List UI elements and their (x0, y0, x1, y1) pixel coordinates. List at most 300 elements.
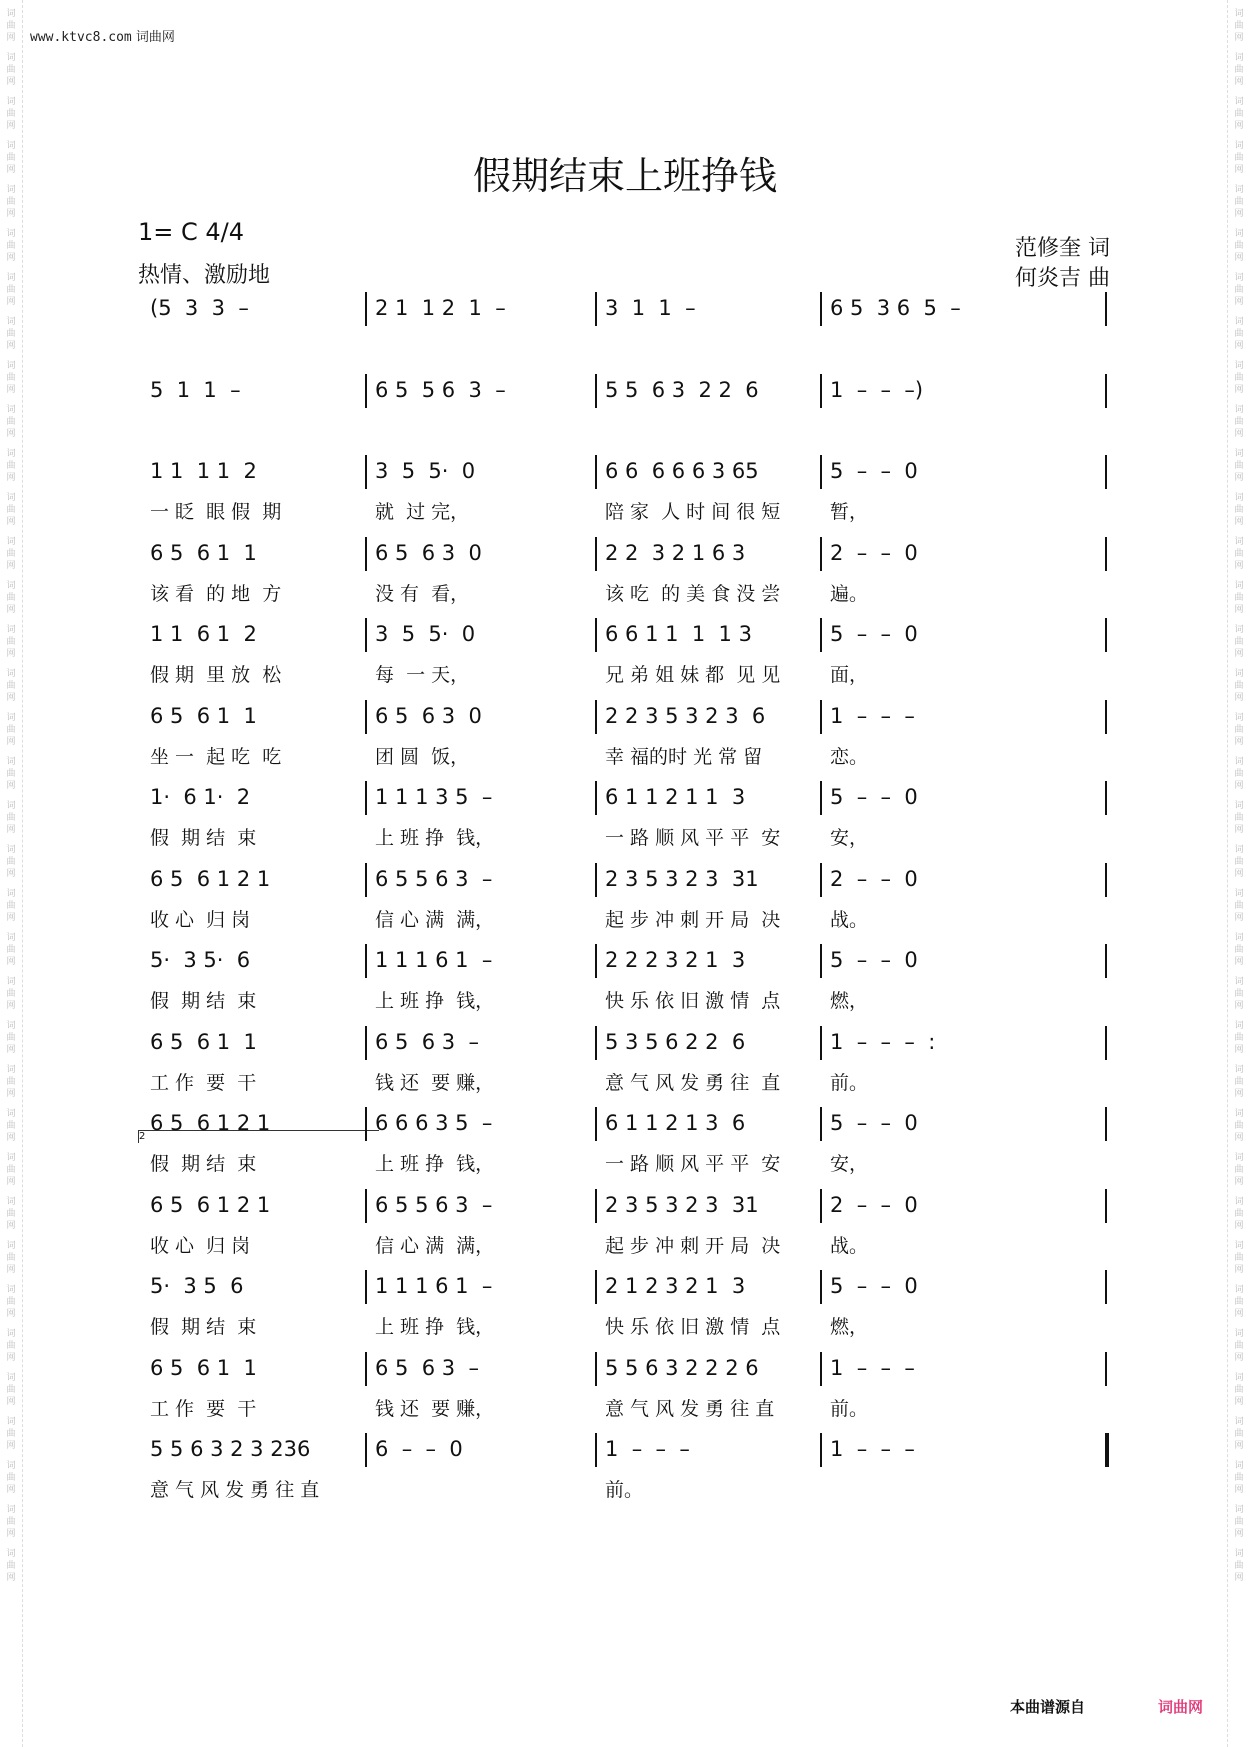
measure-lyrics: 假 期 结 束 (150, 827, 257, 849)
note-row (150, 372, 1110, 412)
lyric-row (150, 660, 1110, 690)
measure-notes: 5 1 1 – (150, 377, 241, 402)
measure-lyrics: 面， (830, 664, 869, 686)
measure-notes: 2 1 2 3 2 1 3 (605, 1274, 746, 1298)
watermark-text: 词 曲 网 (1234, 625, 1244, 659)
note-row (150, 453, 1110, 493)
bar-line (595, 618, 597, 652)
measure-lyrics: 假 期 结 束 (150, 990, 257, 1012)
bar-line (595, 1270, 597, 1304)
note-row (150, 1350, 1110, 1390)
score-system (150, 1024, 1110, 1104)
bar-line (820, 781, 822, 815)
watermark-text: 词 曲 网 (6, 1417, 16, 1451)
bar-line (1105, 618, 1107, 652)
measure-notes: 5 – – 0 (830, 948, 918, 972)
bar-line (1105, 1107, 1107, 1141)
lyric-row (150, 1312, 1110, 1342)
measure-lyrics: 假 期 结 束 (150, 1153, 257, 1175)
volta-label: 2 (139, 1131, 146, 1142)
bar-line (820, 618, 822, 652)
measure-notes: 3 5 5· 0 (375, 622, 476, 646)
note-row (150, 779, 1110, 819)
measure-lyrics: 一 路 顺 风 平 平 安 (605, 827, 781, 849)
watermark-text: 词 曲 网 (1234, 53, 1244, 87)
measure-notes: 6 1 1 2 1 1 3 (605, 785, 746, 809)
score-system (150, 942, 1110, 1022)
site-name[interactable]: 词曲网 (135, 30, 175, 45)
left-watermark-strip (0, 0, 23, 1747)
measure-notes: 1 – – –) (830, 377, 924, 402)
measure-lyrics: 假 期 结 束 (150, 1316, 257, 1338)
watermark-text: 词 曲 网 (6, 405, 16, 439)
footer-source-name[interactable]: 词曲网 (1158, 1698, 1204, 1716)
lyricist: 范修奎 词 (1015, 236, 1110, 261)
watermark-text: 词 曲 网 (6, 1065, 16, 1099)
lyric-row (150, 579, 1110, 609)
watermark-text: 词 曲 网 (1234, 669, 1244, 703)
bar-line (820, 944, 822, 978)
score-system (150, 453, 1110, 533)
measure-notes: 5 5 6 3 2 2 6 (605, 377, 759, 402)
lyric-row (150, 742, 1110, 772)
watermark-text: 词 曲 网 (1234, 977, 1244, 1011)
measure-notes: 1 1 1 3 5 – (375, 785, 493, 809)
watermark-text: 词 曲 网 (6, 317, 16, 351)
measure-notes: 6 5 6 1 1 (150, 540, 257, 565)
measure-lyrics: 信 心 满 满， (375, 908, 495, 931)
bar-line (365, 863, 367, 897)
lyric-row (150, 905, 1110, 935)
measure-lyrics: 坐 一 起 吃 吃 (150, 745, 282, 768)
bar-line (365, 700, 367, 734)
watermark-text: 词 曲 网 (1234, 229, 1244, 263)
tempo-marking: 热情、激励地 (138, 263, 271, 288)
measure-notes: 6 1 1 2 1 3 6 (605, 1111, 746, 1135)
score-system (150, 1431, 1110, 1511)
measure-lyrics: 钱 还 要 赚， (375, 1397, 495, 1420)
measure-notes: 5 5 6 3 2 3 236 (150, 1437, 311, 1461)
watermark-text: 词 曲 网 (6, 801, 16, 835)
site-header (30, 26, 175, 45)
watermark-text: 词 曲 网 (6, 141, 16, 175)
measure-notes: 1 1 6 1 2 (150, 622, 257, 646)
bar-line (820, 700, 822, 734)
bar-line (1105, 374, 1107, 408)
watermark-text: 词 曲 网 (6, 889, 16, 923)
measure-notes: 6 5 6 1 2 1 (150, 1192, 271, 1217)
bar-line (595, 781, 597, 815)
bar-line (365, 374, 367, 408)
measure-notes: 2 2 2 3 2 1 3 (605, 948, 746, 972)
measure-lyrics: 信 心 满 满， (375, 1234, 495, 1257)
bar-line (595, 537, 597, 571)
watermark-text: 词 曲 网 (1234, 845, 1244, 879)
measure-notes: 6 – – 0 (375, 1437, 463, 1461)
watermark-text: 词 曲 网 (1234, 1373, 1244, 1407)
measure-notes: 5 – – 0 (830, 1111, 918, 1135)
note-row (150, 942, 1110, 982)
measure-notes: (5 3 3 – (150, 296, 249, 320)
measure-notes: 2 3 5 3 2 3 31 (605, 866, 759, 891)
score-system (150, 372, 1110, 452)
watermark-text: 词 曲 网 (6, 53, 16, 87)
bar-line (365, 1433, 367, 1467)
measure-notes: 1 1 1 1 2 (150, 459, 257, 483)
lyric-row (150, 1475, 1110, 1505)
watermark-text: 词 曲 网 (1234, 493, 1244, 527)
watermark-text: 词 曲 网 (1234, 1285, 1244, 1319)
measure-lyrics: 快 乐 依 旧 激 情 点 (605, 990, 781, 1012)
watermark-text: 词 曲 网 (6, 845, 16, 879)
score-system (150, 1350, 1110, 1430)
measure-notes: 5 – – 0 (830, 1274, 918, 1298)
watermark-text: 词 曲 网 (6, 581, 16, 615)
bar-line (595, 1433, 597, 1467)
watermark-text: 词 曲 网 (6, 1021, 16, 1055)
measure-notes: 2 – – 0 (830, 540, 918, 565)
measure-lyrics: 恋。 (830, 745, 869, 768)
measure-lyrics: 兄 弟 姐 妹 都 见 见 (605, 664, 781, 686)
bar-line (365, 1352, 367, 1386)
measure-lyrics: 钱 还 要 赚， (375, 1071, 495, 1094)
watermark-text: 词 曲 网 (6, 1153, 16, 1187)
watermark-text: 词 曲 网 (1234, 1417, 1244, 1451)
bar-line (820, 1352, 822, 1386)
watermark-text: 词 曲 网 (6, 229, 16, 263)
right-watermark-strip (1227, 0, 1250, 1747)
bar-line (595, 1352, 597, 1386)
note-row (150, 616, 1110, 656)
measure-lyrics: 起 步 冲 刺 开 局 决 (605, 908, 781, 931)
watermark-text: 词 曲 网 (1234, 1109, 1244, 1143)
watermark-text: 词 曲 网 (1234, 1329, 1244, 1363)
measure-notes: 3 1 1 – (605, 296, 696, 320)
bar-line (820, 1433, 822, 1467)
watermark-text: 词 曲 网 (6, 1329, 16, 1363)
measure-lyrics: 收 心 归 岗 (150, 1234, 251, 1257)
watermark-text: 词 曲 网 (1234, 1021, 1244, 1055)
measure-notes: 2 1 1 2 1 – (375, 296, 506, 320)
measure-lyrics: 起 步 冲 刺 开 局 决 (605, 1234, 781, 1257)
bar-line (1105, 944, 1107, 978)
watermark-text: 词 曲 网 (6, 713, 16, 747)
measure-notes: 5 – – 0 (830, 622, 918, 646)
measure-notes: 2 2 3 2 1 6 3 (605, 540, 746, 565)
watermark-text: 词 曲 网 (1234, 9, 1244, 43)
note-row (150, 1024, 1110, 1064)
measure-notes: 2 2 3 5 3 2 3 6 (605, 703, 766, 728)
score-system (150, 1268, 1110, 1348)
measure-lyrics: 意 气 风 发 勇 往 直 (605, 1071, 781, 1094)
note-row (150, 1105, 1110, 1145)
watermark-text: 词 曲 网 (6, 1461, 16, 1495)
song-title: 假期结束上班挣钱 (472, 154, 777, 198)
measure-notes: 5· 3 5 6 (150, 1274, 244, 1298)
watermark-text: 词 曲 网 (6, 185, 16, 219)
bar-line (365, 1270, 367, 1304)
lyric-row (150, 416, 1110, 446)
watermark-text: 词 曲 网 (1234, 449, 1244, 483)
measure-lyrics: 没 有 看， (375, 582, 470, 605)
bar-line (595, 455, 597, 489)
bar-line (1105, 537, 1107, 571)
measure-notes: 6 5 6 1 2 1 (150, 1111, 271, 1135)
measure-notes: 5 5 6 3 2 2 2 6 (605, 1355, 759, 1380)
measure-lyrics: 安， (830, 1153, 869, 1175)
note-row (150, 1431, 1110, 1471)
bar-line (365, 781, 367, 815)
measure-notes: 1· 6 1· 2 (150, 785, 251, 809)
measure-lyrics: 燃， (830, 1316, 869, 1338)
watermark-text: 词 曲 网 (1234, 361, 1244, 395)
bar-line (595, 1189, 597, 1223)
watermark-text: 词 曲 网 (6, 273, 16, 307)
watermark-text: 词 曲 网 (1234, 141, 1244, 175)
watermark-text: 词 曲 网 (1234, 1153, 1244, 1187)
measure-lyrics: 假 期 里 放 松 (150, 664, 282, 686)
watermark-text: 词 曲 网 (6, 1505, 16, 1539)
measure-lyrics: 工 作 要 干 (150, 1071, 257, 1094)
bar-line (820, 863, 822, 897)
measure-lyrics: 安， (830, 827, 869, 849)
bar-line (820, 455, 822, 489)
measure-notes: 6 6 1 1 1 1 3 (605, 622, 752, 646)
watermark-text: 词 曲 网 (1234, 405, 1244, 439)
measure-notes: 2 – – 0 (830, 866, 918, 891)
bar-line (365, 537, 367, 571)
bar-line (365, 1026, 367, 1060)
watermark-text: 词 曲 网 (1234, 317, 1244, 351)
watermark-text: 词 曲 网 (6, 537, 16, 571)
watermark-text: 词 曲 网 (1234, 1505, 1244, 1539)
note-row (150, 1268, 1110, 1308)
measure-notes: 6 6 6 3 5 – (375, 1111, 493, 1135)
measure-lyrics: 战。 (830, 1234, 869, 1257)
measure-lyrics: 该 吃 的 美 食 没 尝 (605, 582, 781, 605)
watermark-text: 词 曲 网 (1234, 1241, 1244, 1275)
measure-notes: 6 5 6 3 0 (375, 540, 482, 565)
measure-lyrics: 前。 (605, 1479, 644, 1501)
measure-notes: 6 5 5 6 3 – (375, 866, 493, 891)
measure-notes: 6 5 6 3 – (375, 1355, 479, 1380)
bar-line (820, 1026, 822, 1060)
measure-notes: 5 3 5 6 2 2 6 (605, 1029, 746, 1054)
measure-lyrics: 意 气 风 发 勇 往 直 (605, 1397, 775, 1420)
watermark-text: 词 曲 网 (1234, 1549, 1244, 1583)
measure-lyrics: 战。 (830, 908, 869, 931)
watermark-text: 词 曲 网 (6, 449, 16, 483)
watermark-text: 词 曲 网 (6, 361, 16, 395)
lyric-row (150, 1068, 1110, 1098)
lyric-row (150, 497, 1110, 527)
lyric-row (150, 1394, 1110, 1424)
note-row (150, 861, 1110, 901)
measure-lyrics: 前。 (830, 1397, 869, 1420)
note-row (150, 1187, 1110, 1227)
lyric-row (150, 334, 1110, 364)
measure-notes: 6 5 6 1 1 (150, 1355, 257, 1380)
watermark-text: 词 曲 网 (1234, 1065, 1244, 1099)
lyric-row (150, 1231, 1110, 1261)
bar-line (1105, 700, 1107, 734)
measure-lyrics: 该 看 的 地 方 (150, 582, 282, 605)
watermark-text: 词 曲 网 (1234, 97, 1244, 131)
measure-lyrics: 陪 家 人 时 间 很 短 (605, 501, 781, 523)
site-url[interactable]: www.ktvc8.com (30, 30, 132, 45)
measure-notes: 1 – – – (830, 1437, 915, 1461)
measure-notes: 6 5 6 3 – (375, 1029, 479, 1054)
bar-line (365, 944, 367, 978)
bar-line (1105, 1026, 1107, 1060)
measure-lyrics: 快 乐 依 旧 激 情 点 (605, 1316, 781, 1338)
measure-lyrics: 每 一 天， (375, 664, 470, 686)
measure-lyrics: 上 班 挣 钱， (375, 990, 495, 1012)
bar-line (365, 1189, 367, 1223)
watermark-text: 词 曲 网 (1234, 537, 1244, 571)
score-system (150, 779, 1110, 859)
bar-line (1105, 292, 1107, 326)
bar-line (365, 618, 367, 652)
watermark-text: 词 曲 网 (6, 1241, 16, 1275)
measure-notes: 6 5 6 1 1 (150, 703, 257, 728)
measure-lyrics: 团 圆 饭， (375, 745, 470, 768)
score-system (150, 1187, 1110, 1267)
watermark-text: 词 曲 网 (1234, 273, 1244, 307)
measure-notes: 2 3 5 3 2 3 31 (605, 1192, 759, 1217)
measure-lyrics: 上 班 挣 钱， (375, 827, 495, 849)
watermark-text: 词 曲 网 (6, 1197, 16, 1231)
watermark-text: 词 曲 网 (1234, 1197, 1244, 1231)
measure-lyrics: 前。 (830, 1071, 869, 1094)
measure-notes: 6 5 3 6 5 – (830, 296, 961, 320)
watermark-text: 词 曲 网 (6, 1549, 16, 1583)
bar-line (595, 292, 597, 326)
score-system (150, 535, 1110, 615)
bar-line (595, 863, 597, 897)
watermark-text: 词 曲 网 (1234, 185, 1244, 219)
bar-line (365, 1107, 367, 1141)
measure-lyrics: 一 眨 眼 假 期 (150, 501, 282, 523)
watermark-text: 词 曲 网 (6, 1285, 16, 1319)
bar-line (1105, 863, 1107, 897)
bar-line (595, 374, 597, 408)
lyric-row (150, 986, 1110, 1016)
watermark-text: 词 曲 网 (6, 1373, 16, 1407)
watermark-text: 词 曲 网 (6, 97, 16, 131)
measure-notes: 5 – – 0 (830, 785, 918, 809)
bar-line (820, 292, 822, 326)
watermark-text: 词 曲 网 (1234, 801, 1244, 835)
watermark-text: 词 曲 网 (1234, 581, 1244, 615)
measure-lyrics: 上 班 挣 钱， (375, 1316, 495, 1338)
measure-notes: 5· 3 5· 6 (150, 948, 251, 972)
watermark-text: 词 曲 网 (1234, 757, 1244, 791)
measure-notes: 1 – – – (605, 1437, 690, 1461)
measure-lyrics: 暂， (830, 501, 869, 523)
measure-lyrics: 遍。 (830, 582, 869, 605)
watermark-text: 词 曲 网 (6, 625, 16, 659)
score-system (150, 698, 1110, 778)
score-system (150, 1105, 1110, 1185)
measure-lyrics: 上 班 挣 钱， (375, 1153, 495, 1175)
bar-line (820, 1189, 822, 1223)
measure-notes: 2 – – 0 (830, 1192, 918, 1217)
bar-line (820, 1107, 822, 1141)
watermark-text: 词 曲 网 (1234, 933, 1244, 967)
measure-notes: 3 5 5· 0 (375, 459, 476, 483)
watermark-text: 词 曲 网 (6, 9, 16, 43)
lyric-row (150, 1149, 1110, 1179)
measure-lyrics: 燃， (830, 990, 869, 1012)
credits (1015, 234, 1110, 294)
watermark-text: 词 曲 网 (6, 669, 16, 703)
score-system (150, 861, 1110, 941)
measure-notes: 6 5 6 1 1 (150, 1029, 257, 1054)
watermark-text: 词 曲 网 (1234, 713, 1244, 747)
bar-line (820, 374, 822, 408)
measure-notes: 1 – – – (830, 703, 915, 728)
note-row (150, 535, 1110, 575)
watermark-text: 词 曲 网 (6, 1109, 16, 1143)
measure-notes: 6 6 6 6 6 3 65 (605, 459, 759, 483)
bar-line (1105, 455, 1107, 489)
bar-line (1105, 1352, 1107, 1386)
bar-line (1105, 1189, 1107, 1223)
measure-notes: 1 – – – : (830, 1029, 936, 1054)
key-signature: 1= C 4/4 (138, 218, 245, 246)
bar-line (1105, 1433, 1109, 1467)
measure-lyrics: 收 心 归 岗 (150, 908, 251, 931)
note-row (150, 290, 1110, 330)
watermark-text: 词 曲 网 (6, 933, 16, 967)
note-row (150, 698, 1110, 738)
measure-lyrics: 就 过 完， (375, 501, 470, 523)
bar-line (595, 700, 597, 734)
bar-line (595, 1026, 597, 1060)
watermark-text: 词 曲 网 (1234, 889, 1244, 923)
bar-line (595, 944, 597, 978)
measure-notes: 6 5 6 3 0 (375, 703, 482, 728)
bar-line (1105, 781, 1107, 815)
composer: 何炎吉 曲 (1015, 266, 1110, 291)
measure-notes: 6 5 5 6 3 – (375, 377, 506, 402)
watermark-text: 词 曲 网 (1234, 1461, 1244, 1495)
measure-notes: 1 – – – (830, 1355, 915, 1380)
measure-notes: 6 5 5 6 3 – (375, 1192, 493, 1217)
watermark-text: 词 曲 网 (6, 493, 16, 527)
measure-lyrics: 一 路 顺 风 平 平 安 (605, 1153, 781, 1175)
bar-line (595, 1107, 597, 1141)
measure-lyrics: 幸 福的时 光 常 留 (605, 745, 763, 768)
lyric-row (150, 823, 1110, 853)
score-system (150, 290, 1110, 370)
measure-lyrics: 工 作 要 干 (150, 1397, 257, 1420)
footer-source-label: 本曲谱源自 (1010, 1698, 1086, 1716)
bar-line (365, 455, 367, 489)
bar-line (365, 292, 367, 326)
watermark-text: 词 曲 网 (6, 757, 16, 791)
bar-line (1105, 1270, 1107, 1304)
measure-notes: 6 5 6 1 2 1 (150, 866, 271, 891)
measure-notes: 1 1 1 6 1 – (375, 948, 493, 972)
watermark-text: 词 曲 网 (6, 977, 16, 1011)
measure-lyrics: 意 气 风 发 勇 往 直 (150, 1479, 320, 1501)
measure-notes: 1 1 1 6 1 – (375, 1274, 493, 1298)
bar-line (820, 537, 822, 571)
score-system (150, 616, 1110, 696)
bar-line (820, 1270, 822, 1304)
